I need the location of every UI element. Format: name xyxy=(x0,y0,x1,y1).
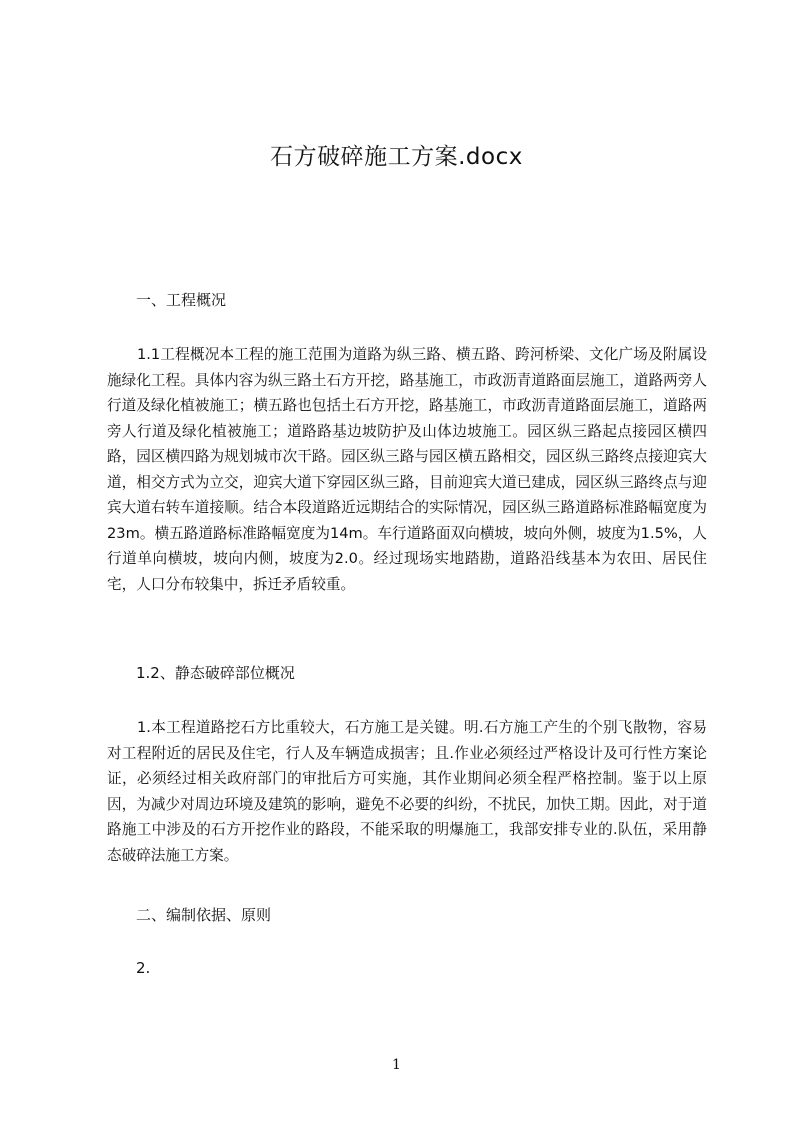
section-heading-overview: 一、工程概况 xyxy=(136,291,227,309)
paragraph-static-breaking: 1.本工程道路挖石方比重较大，石方施工是关键。明.石方施工产生的个别飞散物，容易对工程附近的居民及住宅，行人及车辆造成损害；且.作业必须经过严格设计及可行性方案论证，必须经过相关政府部门的审批后方可实施，其作业期间必须全程严格控制。鉴于以上原因，为减少对周边环境及建筑的影响，避免不必要的纠纷，不扰民，加快工期。因此，对于道路施工中涉及的石方开挖作业的路段，不能采取的明爆施工，我部安排专业的.队伍，采用静态破碎法施工方案。 xyxy=(107,719,707,864)
page-number: 1 xyxy=(392,1057,401,1073)
section-heading-static-breaking: 1.2、静态破碎部位概况 xyxy=(136,664,295,682)
section-heading-basis-principles: 二、编制依据、原则 xyxy=(136,906,272,924)
document-title: 石方破碎施工方案.docx xyxy=(270,144,523,170)
paragraph-project-overview: 1.1工程概况本工程的施工范围为道路为纵三路、横五路、跨河桥梁、文化广场及附属设施绿化工程。具体内容为纵三路土石方开挖，路基施工，市政沥青道路面层施工，道路两旁人行道及绿化植被施工；横五路也包括土石方开挖，路基施工，市政沥青道路面层施工，道路两旁人行道及绿化植被施工；道路路基边坡防护及山体边坡施工。园区纵三路起点接园区横四路，园区横四路为规划城市次干路。园区纵三路与园区横五路相交，园区纵三路终点接迎宾大道，相交方式为立交，迎宾大道下穿园区纵三路，目前迎宾大道已建成，园区纵三路终点与迎宾大道右转车道接顺。结合本段道路近远期结合的实际情况，园区纵三路道路标准路幅宽度为23m。横五路道路标准路幅宽度为14m。车行道路面双向横坡，坡向外侧，坡度为1.5%，人行道单向横坡，坡向内侧，坡度为2.0。经过现场实地踏勘，道路沿线基本为农田、居民住宅，人口分布较集中，拆迁矛盾较重。 xyxy=(107,346,707,593)
list-item-number: 2. xyxy=(136,959,151,977)
